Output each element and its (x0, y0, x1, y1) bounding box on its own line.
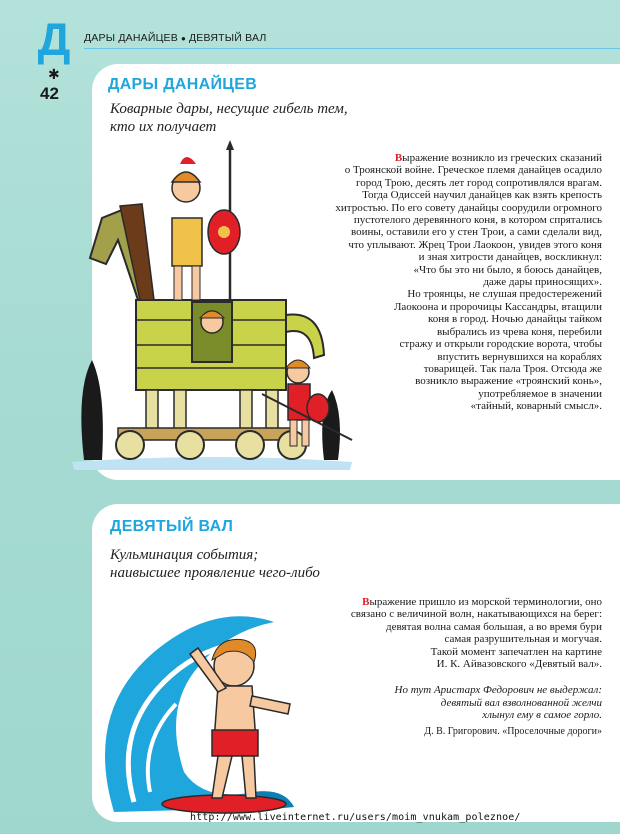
text-line: коня в город. Ночью данайцы тайком (427, 313, 602, 326)
tree-left (81, 360, 103, 460)
article-body-ninth-wave (282, 596, 602, 670)
drop-cap: В (362, 596, 370, 608)
running-head-separator: ● (180, 33, 186, 43)
surfboard (162, 795, 286, 813)
section-title-ninth-wave: ДЕВЯТЫЙ ВАЛ (110, 518, 234, 535)
subtitle-line: наивысшее проявление чего-либо (110, 565, 320, 581)
text-line: и зная хитрости данайцев, воскликнул: (418, 251, 602, 264)
wave-shape (105, 616, 294, 812)
subtitle-line: кто их получает (110, 119, 217, 135)
warrior-top-body (172, 218, 202, 266)
running-head-right: ДЕВЯТЫЙ ВАЛ (189, 32, 267, 44)
running-head-left: ДАРЫ ДАНАЙЦЕВ (84, 32, 178, 44)
text-line: пустотелого деревянного коня, в котором спрятались (353, 214, 602, 227)
text-line: связано с величиной волн, накатывающихся на берег: (350, 608, 602, 621)
text-line: стражу и открыли городские ворота, чтобы (399, 338, 602, 351)
section-title-danaans: ДАРЫ ДАНАЙЦЕВ (108, 76, 258, 93)
header-rule (84, 48, 620, 49)
text-line: Лаокоона и пророчицы Кассандры, втащили (393, 300, 602, 313)
text-line: даже дары приносящих». (483, 276, 602, 289)
section-letter: Д (37, 13, 71, 65)
wheel (236, 431, 264, 459)
text-line: возникло выражение «троянский конь», (415, 375, 602, 388)
page-number: 42 (40, 84, 59, 103)
text-line: что уплывают. Жрец Трои Лаокоон, увидев этого коня (348, 238, 602, 251)
text-line: товарищей. Так пала Троя. Отсюда же (423, 362, 602, 375)
source-watermark: http://www.liveinternet.ru/users/moim_vnukam_poleznoe/ (190, 812, 521, 823)
subtitle-line: Коварные дары, несущие гибель тем, (110, 101, 348, 117)
wheel (176, 431, 204, 459)
section-subtitle-ninth-wave (110, 546, 320, 582)
text-line: впустить вернувшихся на кораблях (437, 350, 602, 363)
asterisk-icon: ✱ (48, 67, 60, 83)
text-line: девятая волна самая большая, а во время бури (386, 620, 602, 633)
text-line: самая разрушительная и могучая. (444, 633, 602, 646)
text-line: Выражение пришло из морской терминологии, оно (362, 596, 602, 608)
text-line: «тайный, коварный смысл». (470, 400, 602, 413)
subtitle-line: Кульминация события; (110, 547, 259, 563)
text-line: воины, оставили его у стен Трои, а сами сделали вид, (351, 226, 602, 239)
text-line: Выражение возникло из греческих сказаний (394, 152, 602, 164)
text-line: город Трою, десять лет город сопротивлялся врагам. (355, 176, 602, 189)
text-line: Такой момент запечатлен на картине (430, 645, 602, 658)
quote-line: хлынул ему в самое горло. (482, 709, 602, 722)
wave-surfer-illustration (94, 592, 304, 822)
running-head (84, 32, 267, 44)
section-subtitle-danaans (110, 100, 348, 136)
text-line: употребляемое в значении (478, 387, 602, 400)
ground-shape (72, 457, 352, 470)
text-line: выбрались из чрева коня, перебили (436, 325, 602, 338)
text-line: о Троянской войне. Греческое племя данайцев осадило (344, 164, 602, 177)
text-line: Тогда Одиссей научил данайцев как взять крепость (362, 189, 602, 202)
wheel (116, 431, 144, 459)
text-line: Но троянцы, не слушая предостережений (407, 288, 602, 301)
text-line: «Что бы это ни было, я боюсь данайцев, (413, 263, 602, 276)
drop-cap: В (394, 152, 403, 164)
text-line: И. К. Айвазовского «Девятый вал». (436, 658, 602, 671)
horse-platform (118, 428, 294, 440)
boy-shorts (212, 730, 258, 756)
quote-line: Но тут Аристарх Федорович не выдержал: (394, 684, 602, 696)
article-body-danaans (262, 152, 602, 413)
text-line: хитростью. По его совету данайцы соорудили огромного (335, 201, 602, 214)
quote-line: девятый вал взволнованной желчи (440, 696, 602, 709)
literary-quote (302, 684, 602, 722)
section-letter-tab (34, 13, 74, 68)
quote-attribution: Д. В. Григорович. «Проселочные дороги» (424, 726, 602, 737)
